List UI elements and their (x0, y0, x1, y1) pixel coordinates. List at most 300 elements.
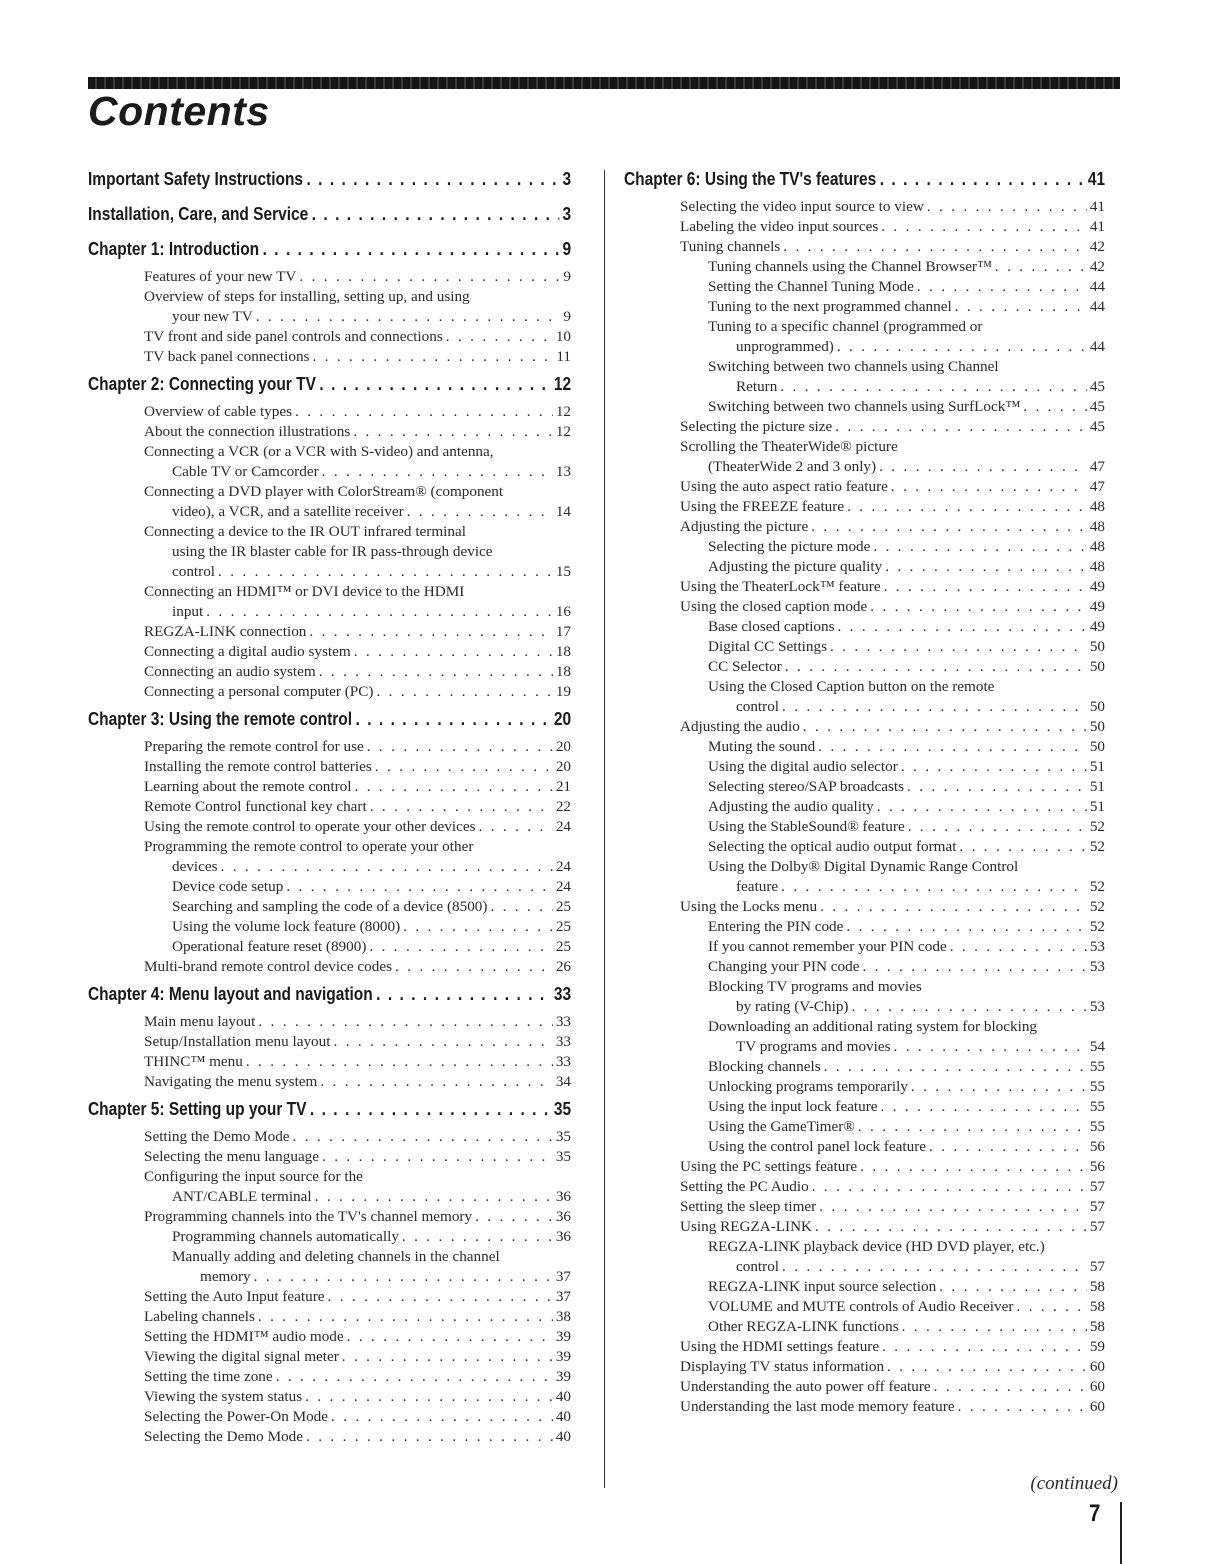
toc-entry-title: ANT/CABLE terminal (172, 1188, 312, 1205)
toc-page-number: 41 (1089, 198, 1105, 215)
toc-entry[interactable] (624, 957, 1105, 977)
toc-entry[interactable] (88, 877, 571, 897)
dot-leader (902, 1317, 1087, 1337)
toc-page-number: 42 (1089, 258, 1105, 275)
dot-leader (403, 917, 553, 937)
toc-entry[interactable] (88, 307, 571, 327)
toc-entry[interactable] (624, 1097, 1105, 1117)
toc-entry[interactable] (624, 697, 1105, 717)
toc-section-heading[interactable] (88, 237, 571, 267)
toc-entry[interactable] (88, 917, 571, 937)
toc-entry[interactable] (624, 537, 1105, 557)
toc-entry-title: Blocking channels (708, 1058, 821, 1075)
toc-entry[interactable] (624, 917, 1105, 937)
toc-entry[interactable] (624, 497, 1105, 517)
toc-page-number: 50 (1089, 638, 1105, 655)
toc-page-number: 13 (555, 463, 571, 480)
toc-page-number: 36 (555, 1228, 571, 1245)
toc-entry-title: Using the GameTimer® (708, 1118, 855, 1135)
toc-entry-title: Configuring the input source for the (144, 1168, 363, 1185)
toc-page-number: 60 (1089, 1378, 1105, 1395)
toc-entry-title: Setting the Auto Input feature (144, 1288, 325, 1305)
toc-entry[interactable] (624, 1077, 1105, 1097)
toc-entry-title: devices (172, 858, 218, 875)
toc-entry[interactable] (624, 837, 1105, 857)
toc-entry-title: Connecting an audio system (144, 663, 316, 680)
toc-entry-title: control (172, 563, 216, 580)
toc-entry-title: Switching between two channels using Channel (708, 358, 999, 375)
toc-entry[interactable] (624, 1057, 1105, 1077)
toc-entry[interactable] (88, 1227, 571, 1247)
dot-leader (1016, 1297, 1086, 1317)
dot-leader (862, 957, 1086, 977)
dot-leader (955, 297, 1087, 317)
toc-entry[interactable] (88, 622, 571, 642)
toc-entry[interactable] (624, 397, 1105, 417)
dot-leader (276, 1367, 553, 1387)
toc-entry[interactable] (88, 562, 571, 582)
toc-entry[interactable] (624, 617, 1105, 637)
toc-entry[interactable] (88, 1267, 571, 1287)
toc-page-number: 49 (1089, 618, 1105, 635)
toc-entry[interactable] (624, 517, 1105, 537)
toc-entry-title: Understanding the auto power off feature (680, 1378, 931, 1395)
toc-page-number: 21 (555, 778, 571, 795)
toc-entry[interactable] (624, 217, 1105, 237)
toc-entry[interactable] (88, 327, 571, 347)
toc-page-number: 33 (555, 1013, 571, 1030)
toc-page-number: 35 (555, 1148, 571, 1165)
toc-entry[interactable] (88, 542, 571, 562)
toc-entry-title: video), a VCR, and a satellite receiver (172, 503, 404, 520)
toc-entry[interactable] (88, 957, 571, 977)
toc-entry-title: Using the closed caption mode (680, 598, 868, 615)
dot-leader (206, 602, 553, 622)
toc-entry[interactable] (88, 817, 571, 837)
dot-leader (818, 737, 1087, 757)
toc-section-heading[interactable] (88, 1097, 571, 1127)
toc-page-number: 24 (555, 858, 571, 875)
toc-entry[interactable] (88, 837, 571, 857)
dot-leader (407, 502, 553, 522)
toc-section-heading[interactable] (88, 982, 571, 1012)
dot-leader (815, 1217, 1087, 1237)
dot-leader (830, 637, 1087, 657)
toc-entry[interactable] (624, 657, 1105, 677)
dot-leader (847, 497, 1087, 517)
toc-entry[interactable] (624, 1277, 1105, 1297)
toc-section-heading[interactable] (88, 202, 571, 232)
toc-entry[interactable] (88, 642, 571, 662)
dot-leader (894, 1037, 1087, 1057)
dot-leader (782, 1257, 1087, 1277)
toc-page-number: 48 (1089, 538, 1105, 555)
toc-entry[interactable] (624, 317, 1105, 337)
dot-leader (310, 1097, 551, 1121)
toc-entry[interactable] (88, 662, 571, 682)
toc-entry-title: Adjusting the picture quality (708, 558, 883, 575)
toc-entry-title: Selecting the video input source to view (680, 198, 924, 215)
toc-entry-title: Other REGZA-LINK functions (708, 1318, 899, 1335)
toc-entry-title: Using the PC settings feature (680, 1158, 858, 1175)
toc-entry-title: Scrolling the TheaterWide® picture (680, 438, 898, 455)
toc-page-number: 24 (555, 818, 571, 835)
dot-leader (320, 1072, 552, 1092)
toc-entry-title: If you cannot remember your PIN code (708, 938, 947, 955)
dot-leader (246, 1052, 553, 1072)
toc-entry[interactable] (624, 277, 1105, 297)
toc-entry[interactable] (88, 502, 571, 522)
toc-page-number: 40 (555, 1408, 571, 1425)
toc-entry[interactable] (88, 737, 571, 757)
toc-entry-title: Chapter 4: Menu layout and navigation (88, 984, 373, 1004)
toc-entry[interactable] (624, 857, 1105, 877)
toc-section-heading[interactable] (624, 167, 1105, 197)
toc-entry-title: Preparing the remote control for use (144, 738, 364, 755)
toc-entry-title: Labeling the video input sources (680, 218, 879, 235)
toc-entry[interactable] (88, 347, 571, 367)
toc-entry-title: Using the volume lock feature (8000) (172, 918, 401, 935)
dot-leader (782, 697, 1087, 717)
toc-page-number: 38 (555, 1308, 571, 1325)
toc-entry-title: Cable TV or Camcorder (172, 463, 319, 480)
toc-entry[interactable] (88, 522, 571, 542)
toc-entry[interactable] (88, 462, 571, 482)
toc-page-number: 35 (553, 1099, 572, 1119)
toc-entry-title: Using the auto aspect ratio feature (680, 478, 888, 495)
toc-entry[interactable] (88, 757, 571, 777)
toc-page-number: 44 (1089, 298, 1105, 315)
toc-entry[interactable] (88, 682, 571, 702)
dot-leader (803, 717, 1087, 737)
toc-entry-title: CC Selector (708, 658, 782, 675)
toc-page-number: 15 (555, 563, 571, 580)
dot-leader (917, 277, 1087, 297)
toc-entry[interactable] (88, 1287, 571, 1307)
toc-entry-title: Selecting the optical audio output format (708, 838, 957, 855)
dot-leader (376, 982, 550, 1006)
toc-page-number: 54 (1089, 1038, 1105, 1055)
toc-entry[interactable] (624, 1337, 1105, 1357)
dot-leader (376, 682, 552, 702)
toc-page-number: 24 (555, 878, 571, 895)
page-number: 7 (1088, 1500, 1100, 1527)
toc-entry[interactable] (624, 777, 1105, 797)
toc-entry[interactable] (624, 197, 1105, 217)
toc-entry[interactable] (624, 1397, 1105, 1417)
toc-entry[interactable] (88, 1032, 571, 1052)
toc-entry[interactable] (624, 717, 1105, 737)
toc-entry[interactable] (88, 1147, 571, 1167)
toc-entry-title: using the IR blaster cable for IR pass-through device (172, 543, 493, 560)
toc-page-number: 45 (1089, 378, 1105, 395)
toc-entry[interactable] (88, 402, 571, 422)
toc-entry-title: Using the remote control to operate your other devices (144, 818, 476, 835)
toc-page-number: 58 (1089, 1278, 1105, 1295)
toc-entry[interactable] (624, 1157, 1105, 1177)
toc-entry[interactable] (624, 1017, 1105, 1037)
toc-page-number: 19 (555, 683, 571, 700)
toc-entry[interactable] (88, 797, 571, 817)
toc-entry[interactable] (624, 477, 1105, 497)
toc-entry-title: Installing the remote control batteries (144, 758, 372, 775)
toc-page-number: 39 (555, 1368, 571, 1385)
toc-section-heading[interactable] (88, 167, 571, 197)
dot-leader (824, 1057, 1087, 1077)
toc-entry-title: Navigating the menu system (144, 1073, 318, 1090)
toc-entry[interactable] (624, 457, 1105, 477)
toc-entry[interactable] (88, 897, 571, 917)
toc-entry[interactable] (88, 937, 571, 957)
toc-entry[interactable] (624, 1197, 1105, 1217)
dot-leader (258, 1012, 552, 1032)
dot-leader (891, 477, 1087, 497)
toc-entry[interactable] (624, 1237, 1105, 1257)
toc-entry[interactable] (88, 1387, 571, 1407)
toc-entry[interactable] (88, 1247, 571, 1267)
dot-leader (995, 257, 1087, 277)
toc-entry[interactable] (624, 877, 1105, 897)
toc-entry-title: REGZA-LINK connection (144, 623, 307, 640)
toc-entry[interactable] (88, 287, 571, 307)
dot-leader (286, 877, 552, 897)
toc-entry[interactable] (624, 637, 1105, 657)
dot-leader (322, 462, 553, 482)
toc-entry-title: Installation, Care, and Service (88, 204, 309, 224)
dot-leader (254, 1267, 553, 1287)
toc-entry[interactable] (88, 1407, 571, 1427)
toc-page-number: 44 (1089, 278, 1105, 295)
toc-entry-title: Setting the Channel Tuning Mode (708, 278, 914, 295)
toc-page-number: 3 (562, 204, 572, 224)
toc-entry[interactable] (624, 977, 1105, 997)
dot-leader (837, 337, 1087, 357)
dot-leader (375, 757, 553, 777)
toc-page-number: 53 (1089, 938, 1105, 955)
toc-page-number: 12 (553, 374, 572, 394)
toc-entry[interactable] (624, 597, 1105, 617)
toc-entry-title: REGZA-LINK playback device (HD DVD player, etc.) (708, 1238, 1045, 1255)
toc-page-number: 56 (1089, 1158, 1105, 1175)
dot-leader (881, 217, 1087, 237)
dot-leader (835, 417, 1087, 437)
dot-leader (446, 327, 553, 347)
toc-page-number: 59 (1089, 1338, 1105, 1355)
toc-page-number: 36 (555, 1208, 571, 1225)
toc-entry-title: Selecting stereo/SAP broadcasts (708, 778, 904, 795)
toc-entry-title: Using REGZA-LINK (680, 1218, 813, 1235)
dot-leader (846, 917, 1086, 937)
dot-leader (858, 1117, 1087, 1137)
dot-leader (934, 1377, 1087, 1397)
toc-entry[interactable] (88, 1012, 571, 1032)
toc-entry[interactable] (624, 1137, 1105, 1157)
toc-left-column (88, 167, 571, 1447)
toc-page-number: 18 (555, 643, 571, 660)
toc-entry[interactable] (88, 857, 571, 877)
toc-entry[interactable] (624, 677, 1105, 697)
toc-section-heading[interactable] (88, 372, 571, 402)
toc-entry[interactable] (88, 602, 571, 622)
toc-entry-title: Digital CC Settings (708, 638, 827, 655)
toc-page-number: 39 (555, 1348, 571, 1365)
dot-leader (367, 737, 553, 757)
toc-entry-title: memory (200, 1268, 251, 1285)
toc-page-number: 48 (1089, 558, 1105, 575)
toc-entry-title: Device code setup (172, 878, 284, 895)
toc-page-number: 55 (1089, 1058, 1105, 1075)
toc-entry[interactable] (624, 357, 1105, 377)
toc-entry[interactable] (88, 1052, 571, 1072)
toc-entry-title: input (172, 603, 204, 620)
toc-entry-title: Using the Locks menu (680, 898, 818, 915)
dot-leader (780, 377, 1086, 397)
toc-entry[interactable] (88, 1167, 571, 1187)
dot-leader (306, 1427, 553, 1447)
toc-page-number: 16 (555, 603, 571, 620)
toc-page-number: 41 (1089, 218, 1105, 235)
toc-page-number: 33 (555, 1033, 571, 1050)
toc-entry-title: Base closed captions (708, 618, 835, 635)
toc-page-number: 49 (1089, 578, 1105, 595)
page-title: Contents (88, 88, 270, 134)
dot-leader (299, 267, 560, 287)
toc-entry[interactable] (88, 482, 571, 502)
toc-entry[interactable] (624, 257, 1105, 277)
toc-section-heading[interactable] (88, 707, 571, 737)
dot-leader (901, 757, 1087, 777)
toc-entry[interactable] (624, 1257, 1105, 1277)
dot-leader (312, 202, 559, 226)
toc-entry[interactable] (624, 577, 1105, 597)
toc-entry[interactable] (624, 437, 1105, 457)
toc-entry-title: Changing your PIN code (708, 958, 860, 975)
toc-entry[interactable] (88, 1347, 571, 1367)
toc-entry[interactable] (88, 1307, 571, 1327)
toc-entry[interactable] (88, 267, 571, 287)
toc-page-number: 44 (1089, 338, 1105, 355)
toc-entry[interactable] (624, 237, 1105, 257)
toc-entry[interactable] (88, 1327, 571, 1347)
dot-leader (785, 657, 1087, 677)
toc-entry[interactable] (88, 1072, 571, 1092)
toc-page-number: 51 (1089, 778, 1105, 795)
dot-leader (479, 817, 553, 837)
toc-entry[interactable] (624, 297, 1105, 317)
toc-page-number: 52 (1089, 818, 1105, 835)
dot-leader (929, 1137, 1087, 1157)
toc-entry-title: Viewing the digital signal meter (144, 1348, 339, 1365)
toc-entry[interactable] (88, 777, 571, 797)
dot-leader (885, 557, 1087, 577)
toc-entry[interactable] (624, 1357, 1105, 1377)
toc-entry[interactable] (624, 997, 1105, 1017)
toc-entry[interactable] (88, 1427, 571, 1447)
toc-entry[interactable] (624, 797, 1105, 817)
toc-page-number: 48 (1089, 518, 1105, 535)
toc-page-number: 25 (555, 898, 571, 915)
toc-entry[interactable] (88, 582, 571, 602)
toc-entry[interactable] (624, 757, 1105, 777)
toc-entry[interactable] (88, 1187, 571, 1207)
toc-page-number: 51 (1089, 758, 1105, 775)
dot-leader (811, 517, 1087, 537)
toc-entry[interactable] (624, 377, 1105, 397)
toc-entry-title: Blocking TV programs and movies (708, 978, 922, 995)
toc-entry-title: Chapter 3: Using the remote control (88, 709, 353, 729)
toc-entry-title: Unlocking programs temporarily (708, 1078, 908, 1095)
toc-entry-title: Setting the HDMI™ audio mode (144, 1328, 344, 1345)
toc-page-number: 41 (1087, 169, 1106, 189)
toc-entry-title: Chapter 2: Connecting your TV (88, 374, 316, 394)
toc-entry-title: Using the Closed Caption button on the remote (708, 678, 995, 695)
dot-leader (356, 707, 551, 731)
toc-entry-title: Using the HDMI settings feature (680, 1338, 880, 1355)
toc-page-number: 52 (1089, 898, 1105, 915)
toc-entry-title: your new TV (172, 308, 253, 325)
toc-entry[interactable] (88, 442, 571, 462)
toc-entry-title: Programming the remote control to operate your other (144, 838, 474, 855)
dot-leader (781, 877, 1087, 897)
toc-entry-title: Connecting an HDMI™ or DVI device to the HDMI (144, 583, 465, 600)
toc-entry[interactable] (88, 422, 571, 442)
toc-entry[interactable] (624, 817, 1105, 837)
dot-leader (959, 837, 1086, 857)
toc-entry[interactable] (624, 897, 1105, 917)
toc-entry[interactable] (624, 1297, 1105, 1317)
toc-entry[interactable] (624, 337, 1105, 357)
toc-entry[interactable] (624, 1217, 1105, 1237)
toc-entry[interactable] (624, 1037, 1105, 1057)
dot-leader (322, 1147, 553, 1167)
toc-entry-title: Tuning to the next programmed channel (708, 298, 952, 315)
toc-entry-title: Using the Dolby® Digital Dynamic Range Control (708, 858, 1019, 875)
toc-entry-title: Manually adding and deleting channels in the channel (172, 1248, 500, 1265)
toc-page-number: 34 (555, 1073, 571, 1090)
toc-entry[interactable] (624, 737, 1105, 757)
toc-entry-title: Selecting the Power-On Mode (144, 1408, 329, 1425)
toc-entry[interactable] (88, 1127, 571, 1147)
toc-page-number: 45 (1089, 418, 1105, 435)
toc-entry-title: Adjusting the audio (680, 718, 800, 735)
toc-entry[interactable] (624, 557, 1105, 577)
toc-entry[interactable] (624, 1177, 1105, 1197)
toc-entry-title: Tuning channels using the Channel Browser™ (708, 258, 992, 275)
dot-leader (908, 817, 1087, 837)
toc-entry[interactable] (88, 1207, 571, 1227)
toc-page-number: 50 (1089, 658, 1105, 675)
dot-leader (927, 197, 1087, 217)
toc-entry[interactable] (624, 1377, 1105, 1397)
toc-page-number: 39 (555, 1328, 571, 1345)
dot-leader (860, 1157, 1087, 1177)
toc-entry[interactable] (624, 417, 1105, 437)
toc-entry[interactable] (624, 937, 1105, 957)
dot-leader (881, 1097, 1087, 1117)
toc-entry-title: TV front and side panel controls and connections (144, 328, 443, 345)
toc-page-number: 37 (555, 1288, 571, 1305)
dot-leader (353, 422, 553, 442)
toc-entry[interactable] (624, 1317, 1105, 1337)
toc-entry-title: Connecting a DVD player with ColorStream® (component (144, 483, 504, 500)
toc-entry-title: Setting the sleep timer (680, 1198, 817, 1215)
toc-entry-title: Tuning to a specific channel (programmed or (708, 318, 983, 335)
toc-entry[interactable] (88, 1367, 571, 1387)
toc-page-number: 53 (1089, 998, 1105, 1015)
dot-leader (328, 1287, 553, 1307)
toc-entry[interactable] (624, 1117, 1105, 1137)
toc-page-number: 9 (562, 239, 572, 259)
